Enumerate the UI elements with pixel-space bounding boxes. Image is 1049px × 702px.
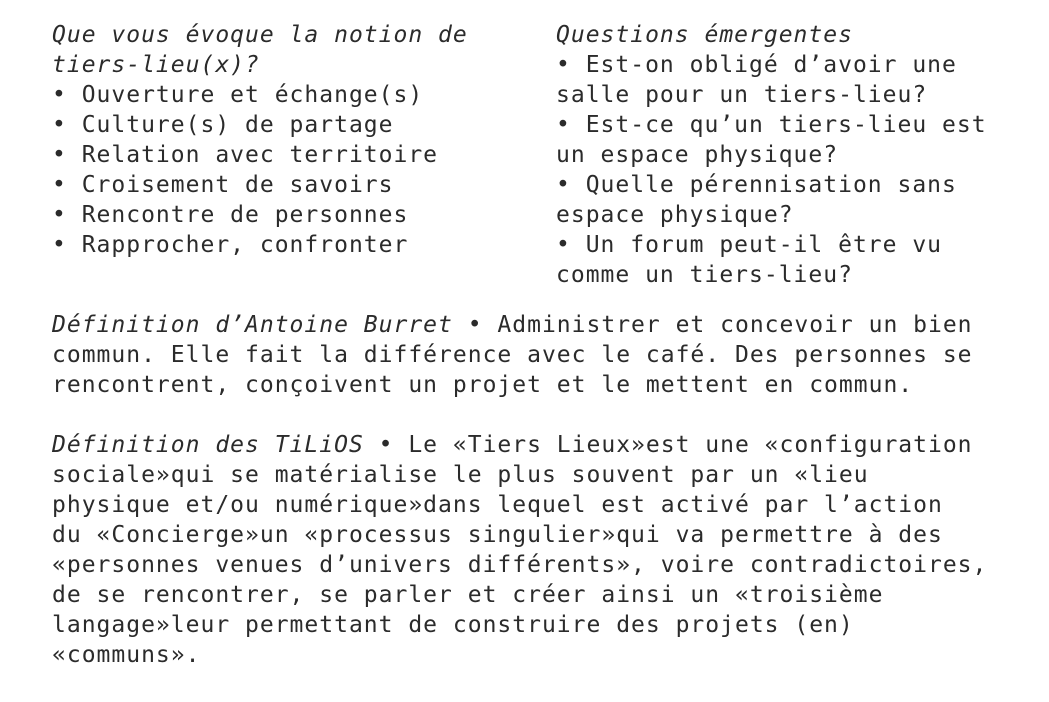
burret-line: commun. Elle fait la différence avec le café. Des personnes se bbox=[52, 342, 973, 368]
definitions-section bbox=[52, 310, 1027, 700]
tilios-line: du «Concierge»un «processus singulier»qui va permettre à des bbox=[52, 522, 943, 548]
tilios-text: • Le «Tiers Lieux»est une «configuration bbox=[363, 432, 973, 458]
list-item: • Relation avec territoire bbox=[52, 142, 439, 168]
tilios-line: langage»leur permettant de construire des projets (en) bbox=[52, 612, 854, 638]
burret-line-1 bbox=[52, 310, 1027, 340]
burret-definition bbox=[52, 310, 1027, 400]
tilios-line: «personnes venues d’univers différents», voire contradictoires, bbox=[52, 552, 988, 578]
tilios-label: Définition des TiLiOS bbox=[52, 432, 364, 458]
question-line: comme un tiers-lieu? bbox=[556, 262, 853, 288]
burret-line: rencontrent, conçoivent un projet et le mettent en commun. bbox=[52, 372, 914, 398]
question-line: salle pour un tiers-lieu? bbox=[556, 82, 928, 108]
right-heading: Questions émergentes bbox=[556, 22, 853, 48]
list-item: • Culture(s) de partage bbox=[52, 112, 394, 138]
question-line: un espace physique? bbox=[556, 142, 839, 168]
tilios-line: physique et/ou numérique»dans lequel est activé par l’action bbox=[52, 492, 943, 518]
tilios-line: sociale»qui se matérialise le plus souvent par un «lieu bbox=[52, 462, 869, 488]
tilios-line-1 bbox=[52, 430, 1027, 460]
question-line: espace physique? bbox=[556, 202, 794, 228]
burret-text: • Administrer et concevoir un bien bbox=[452, 312, 973, 338]
question-line: • Quelle pérennisation sans bbox=[556, 172, 957, 198]
burret-label: Définition d’Antoine Burret bbox=[52, 312, 453, 338]
left-heading-line-2: tiers-lieu(x)? bbox=[52, 52, 260, 78]
right-column bbox=[556, 20, 1026, 290]
question-line: • Un forum peut-il être vu bbox=[556, 232, 943, 258]
tilios-definition bbox=[52, 430, 1027, 670]
question-line: • Est-ce qu’un tiers-lieu est bbox=[556, 112, 987, 138]
left-column bbox=[52, 20, 522, 260]
left-heading-line-1: Que vous évoque la notion de bbox=[52, 22, 468, 48]
list-item: • Rapprocher, confronter bbox=[52, 232, 409, 258]
question-line: • Est-on obligé d’avoir une bbox=[556, 52, 957, 78]
list-item: • Croisement de savoirs bbox=[52, 172, 394, 198]
list-item: • Rencontre de personnes bbox=[52, 202, 409, 228]
list-item: • Ouverture et échange(s) bbox=[52, 82, 424, 108]
tilios-line: de se rencontrer, se parler et créer ainsi un «troisième bbox=[52, 582, 884, 608]
tilios-line: «communs». bbox=[52, 642, 201, 668]
